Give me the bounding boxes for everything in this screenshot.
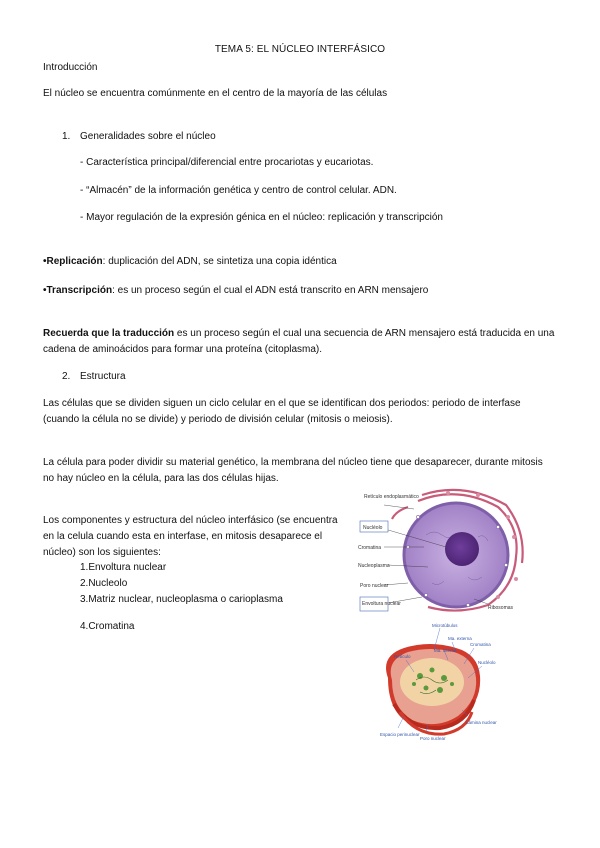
- label-nucleolo: Nucléolo: [363, 525, 383, 531]
- label-poro: Poro nuclear: [360, 583, 389, 589]
- para1-line2: (cuando la célula no se divide) y periodo de división celular (mitosis o meiosis).: [43, 414, 393, 425]
- label-ma-interna: Ma. interna: [434, 648, 457, 653]
- intro-text: El núcleo se encuentra comúnmente en el centro de la mayoría de las células: [43, 88, 388, 99]
- section1-heading: Generalidades sobre el núcleo: [80, 131, 216, 142]
- nucleolus: [445, 532, 479, 566]
- para2-line1: La célula para poder dividir su material genético, la membrana del núcleo tiene que desaparecer, durante mitosis: [43, 457, 543, 468]
- transcripcion-term: •Transcripción: [43, 285, 113, 296]
- para3-line1: Los componentes y estructura del núcleo interfásico (se encuentra: [43, 515, 338, 526]
- section2-number: 2.: [62, 371, 71, 382]
- bullet-item: - “Almacén” de la información genética y centro de control celular. ADN.: [80, 185, 397, 196]
- section1-number: 1.: [62, 131, 71, 142]
- label-reticulo: Retículo endoplasmático: [364, 494, 419, 500]
- component-item: 3.Matriz nuclear, nucleoplasma o carioplasma: [80, 594, 283, 605]
- label-ribosomas: Ribosomas: [488, 605, 514, 611]
- replicacion-text: : duplicación del ADN, se sintetiza una copia idéntica: [102, 256, 337, 267]
- label-lamina: Lámina nuclear: [466, 720, 497, 725]
- traduccion-text: es un proceso según el cual una secuencia de ARN mensajero está traducida en una: [174, 328, 555, 339]
- para3-line2: en la celula cuando esta en interfase, en mitosis desaparece el: [43, 531, 323, 542]
- para2-line2: no hay núcleo en la célula, para las dos células hijas.: [43, 473, 279, 484]
- traduccion-line2: cadena de aminoácidos para formar una proteína (citoplasma).: [43, 344, 323, 355]
- component-item: 4.Cromatina: [80, 621, 135, 632]
- component-item: 2.Nucleolo: [80, 578, 128, 589]
- nucleus-diagram-figure: [348, 487, 524, 613]
- label-espacio: Espacio perinuclear: [380, 732, 420, 737]
- para3-line3: núcleo) son los siguientes:: [43, 547, 161, 558]
- transcripcion-text: : es un proceso según el cual el ADN está transcrito en ARN mensajero: [112, 285, 429, 296]
- cell-3d-figure: [370, 620, 506, 750]
- label-microtubulos: Microtúbulos: [432, 623, 458, 628]
- component-item: 1.Envoltura nuclear: [80, 562, 167, 573]
- label-poro-2: Poro nuclear: [420, 736, 446, 741]
- transcripcion-definition: [43, 285, 428, 296]
- para1-line1: Las células que se dividen siguen un ciclo celular en el que se identifican dos periodos: periodo de interfase: [43, 398, 521, 409]
- bullet-item: - Característica principal/diferencial entre procariotas y eucariotas.: [80, 157, 374, 168]
- label-nucleolo-2: Nucléolo: [478, 660, 496, 665]
- label-cromatina-2: Cromatina: [470, 642, 491, 647]
- label-reticulo-2: Retículo: [394, 654, 411, 659]
- page-title: TEMA 5: EL NÚCLEO INTERFÁSICO: [214, 44, 386, 55]
- label-cromatina: Cromatina: [358, 545, 382, 551]
- label-ma-externa: Ma. externa: [448, 636, 472, 641]
- traduccion-term: Recuerda que la traducción: [43, 328, 175, 339]
- section2-heading: Estructura: [80, 371, 126, 382]
- intro-heading: Introducción: [43, 62, 98, 73]
- bullet-item: - Mayor regulación de la expresión génica en el núcleo: replicación y transcripción: [80, 212, 443, 223]
- traduccion-line1: [43, 328, 554, 339]
- label-nucleoplasma: Nucleoplasma: [358, 563, 390, 569]
- label-envoltura: Envoltura nuclear: [362, 601, 401, 607]
- replicacion-definition: [43, 256, 337, 267]
- replicacion-term: •Replicación: [43, 256, 103, 267]
